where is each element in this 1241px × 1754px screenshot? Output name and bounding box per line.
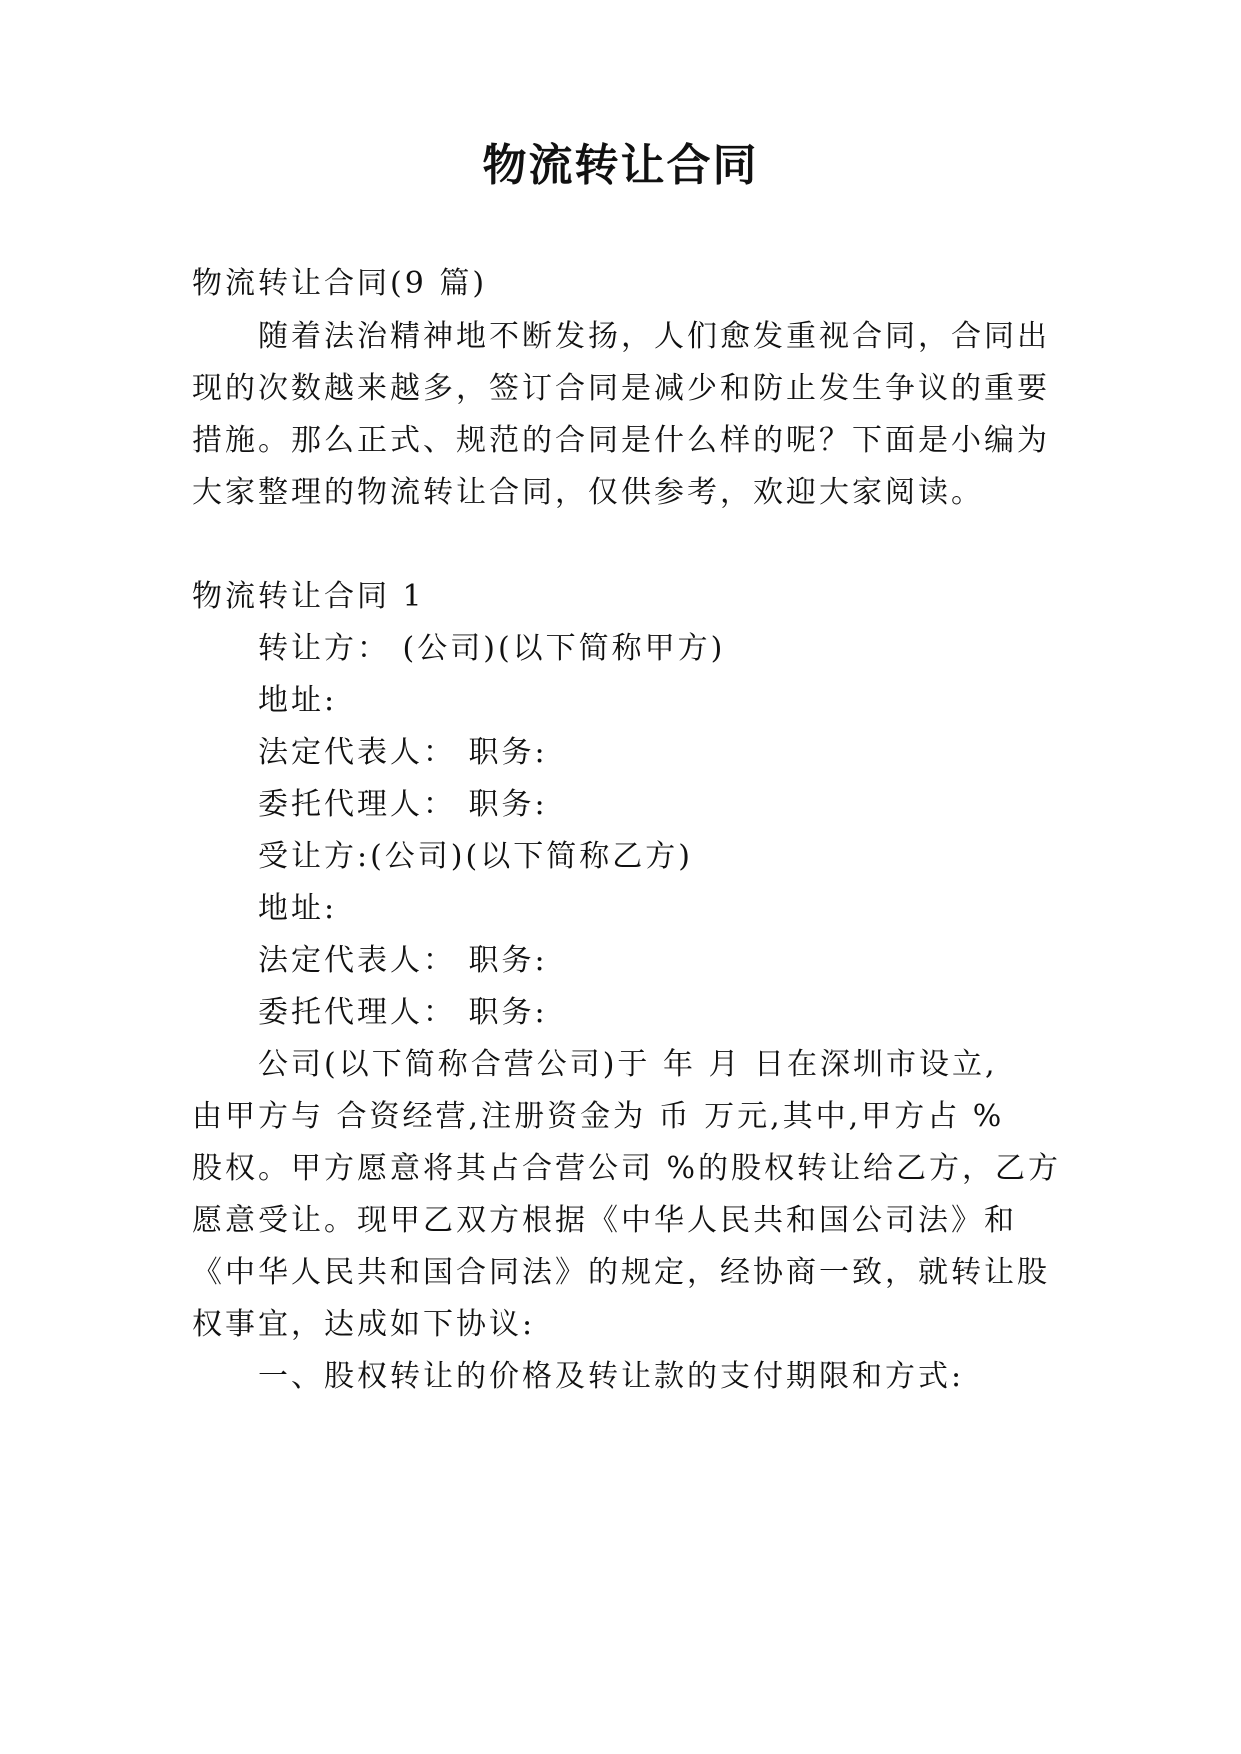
intro-paragraph-line: 措施。那么正式、规范的合同是什么样的呢？下面是小编为 [192,423,1050,458]
party-transferee-address: 地址: [258,891,338,926]
body-paragraph-line: 《中华人民共和国合同法》的规定，经协商一致，就转让股 [192,1255,1050,1290]
party-transferor-agent: 委托代理人： 职务: [258,787,548,822]
party-transferor: 转让方： (公司)(以下简称甲方) [258,631,726,666]
intro-paragraph-line: 现的次数越来越多，签订合同是减少和防止发生争议的重要 [192,371,1050,406]
clause-heading: 一、股权转让的价格及转让款的支付期限和方式: [258,1359,965,1394]
document-subtitle: 物流转让合同(9 篇) [192,266,488,301]
party-transferee-agent: 委托代理人： 职务: [258,995,548,1030]
document-title: 物流转让合同 [482,140,759,191]
body-paragraph-line: 愿意受让。现甲乙双方根据《中华人民共和国公司法》和 [192,1203,1017,1238]
body-paragraph-line: 权事宜，达成如下协议: [192,1307,536,1342]
body-paragraph-line: 股权。甲方愿意将其占合营公司 %的股权转让给乙方，乙方 [192,1151,1062,1186]
intro-paragraph-line: 大家整理的物流转让合同，仅供参考，欢迎大家阅读。 [192,475,984,510]
party-transferor-address: 地址: [258,683,338,718]
section-heading: 物流转让合同 1 [192,579,425,614]
body-paragraph-line: 公司(以下简称合营公司)于 年 月 日在深圳市设立, [258,1047,998,1082]
party-transferee-legal-rep: 法定代表人： 职务: [258,943,548,978]
intro-paragraph-line: 随着法治精神地不断发扬，人们愈发重视合同，合同出 [258,319,1050,354]
party-transferee: 受让方:(公司)(以下简称乙方) [258,839,693,874]
party-transferor-legal-rep: 法定代表人： 职务: [258,735,548,770]
body-paragraph-line: 由甲方与 合资经营,注册资金为 币 万元,其中,甲方占 % [192,1099,1005,1134]
